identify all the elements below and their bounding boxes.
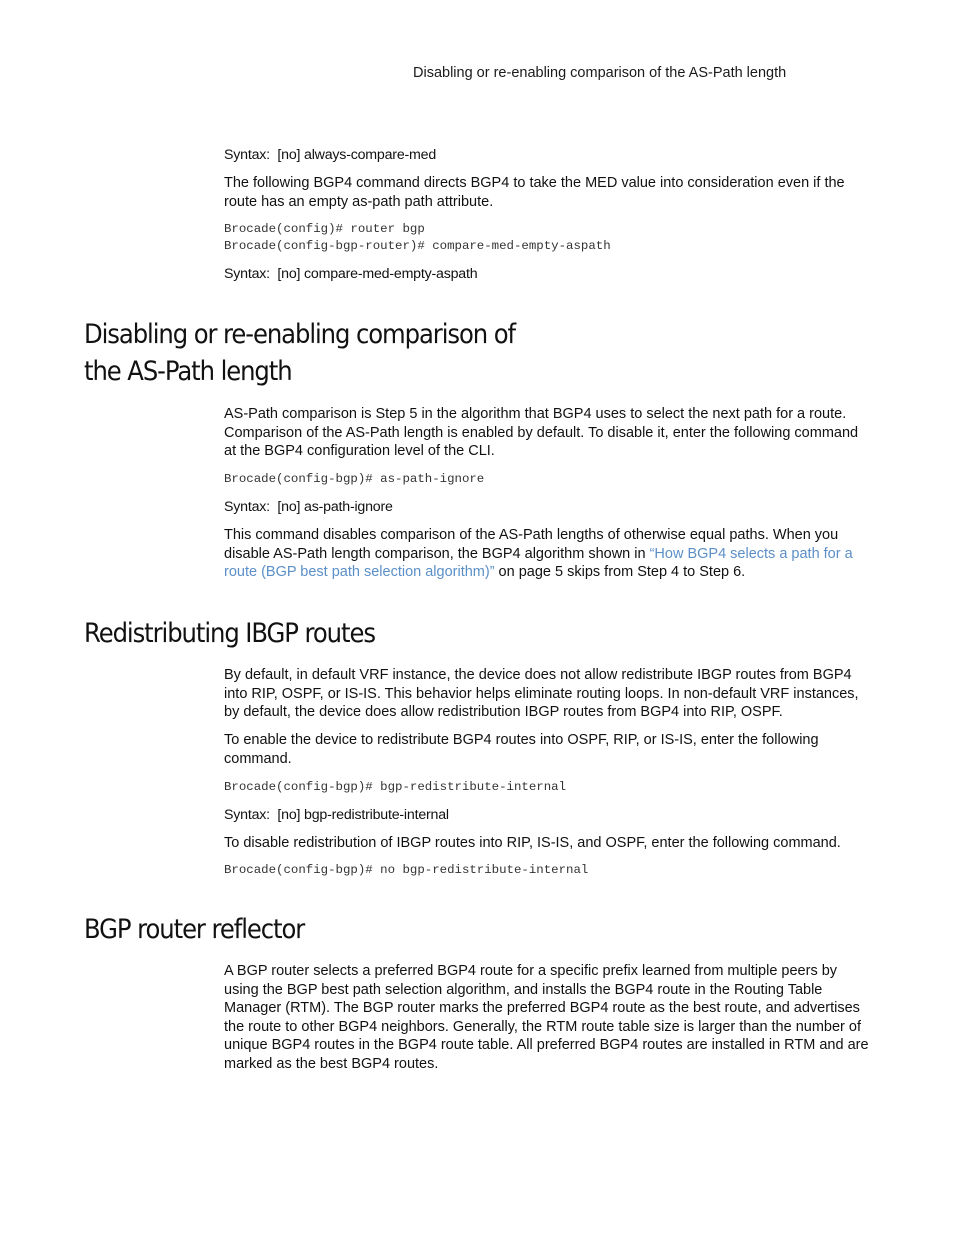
syntax-always-compare-med [224, 146, 436, 164]
paragraph-med-intro: The following BGP4 command directs BGP4 to take the MED value into consideration even if the route has an empty as-path path attribute. [224, 175, 845, 210]
running-header: Disabling or re-enabling comparison of the AS-Path length [413, 65, 787, 81]
syntax-no: [no] [277, 807, 301, 823]
paragraph-aspath-intro: AS-Path comparison is Step 5 in the algorithm that BGP4 uses to select the next path for a route. Comparison of the AS-Path length is enabled by default. To disable it, enter the following command at the BGP4 configuration level of the CLI. [224, 406, 859, 460]
syntax-no: [no] [277, 147, 301, 163]
syntax-command: bgp-redistribute-internal [304, 807, 449, 823]
syntax-label: Syntax: [224, 266, 270, 282]
paragraph-route-reflector: A BGP router selects a preferred BGP4 route for a specific prefix learned from multiple peers by using the BGP best path selection algorithm, and installs the BGP4 route in the Routing Table Manager (RTM). The BGP router marks the preferred BGP4 route as the best route, and advertises the route to other BGP4 neighbors. Generally, the RTM route table size is larger than the number of unique BGP4 routes in the BGP4 route table. All preferred BGP4 routes are installed in RTM and are marked as the best BGP4 routes. [224, 963, 869, 1072]
syntax-compare-med-empty-aspath [224, 265, 477, 283]
syntax-label: Syntax: [224, 147, 270, 163]
cross-reference-link[interactable]: “How BGP4 selects a path for a route (BGP best path selection algorithm)” [224, 545, 853, 581]
syntax-as-path-ignore [224, 498, 393, 516]
paragraph-ibgp-disable: To disable redistribution of IBGP routes into RIP, IS-IS, and OSPF, enter the following command. [224, 835, 841, 851]
syntax-command: as-path-ignore [304, 499, 393, 515]
syntax-label: Syntax: [224, 807, 270, 823]
code-as-path-ignore: Brocade(config-bgp)# as-path-ignore [224, 472, 485, 486]
code-router-bgp: Brocade(config)# router bgp [224, 222, 425, 236]
paragraph-text: on page 5 skips from Step 4 to Step 6. [494, 564, 746, 581]
syntax-no: [no] [277, 499, 301, 515]
syntax-no: [no] [277, 266, 301, 282]
syntax-bgp-redistribute-internal [224, 806, 449, 824]
heading-line: the AS-Path length [84, 356, 292, 387]
section-heading-aspath [84, 316, 515, 390]
paragraph-ibgp-default: By default, in default VRF instance, the device does not allow redistribute IBGP routes from BGP4 into RIP, OSPF, or IS-IS. This behavior helps eliminate routing loops. In non-default VRF instances, by default, the device does allow redistribution IBGP routes from BGP4 into RIP, OSPF. [224, 667, 859, 721]
section-heading-ibgp: Redistributing IBGP routes [84, 618, 375, 649]
syntax-command: compare-med-empty-aspath [304, 266, 478, 282]
paragraph-aspath-disable [224, 526, 872, 582]
code-no-bgp-redistribute-internal: Brocade(config-bgp)# no bgp-redistribute-internal [224, 863, 589, 877]
paragraph-ibgp-enable: To enable the device to redistribute BGP4 routes into OSPF, RIP, or IS-IS, enter the following command. [224, 732, 819, 767]
code-bgp-redistribute-internal: Brocade(config-bgp)# bgp-redistribute-internal [224, 780, 567, 794]
heading-line: Disabling or re-enabling comparison of [84, 319, 515, 350]
section-heading-route-reflector: BGP router reflector [84, 914, 305, 945]
code-compare-med-empty-aspath: Brocade(config-bgp-router)# compare-med-empty-aspath [224, 239, 611, 253]
syntax-label: Syntax: [224, 499, 270, 515]
syntax-command: always-compare-med [304, 147, 437, 163]
paragraph-text: This command disables comparison of the AS-Path lengths of otherwise equal paths. When you disable AS-Path length comparison, the BGP4 algorithm shown in [224, 527, 839, 562]
